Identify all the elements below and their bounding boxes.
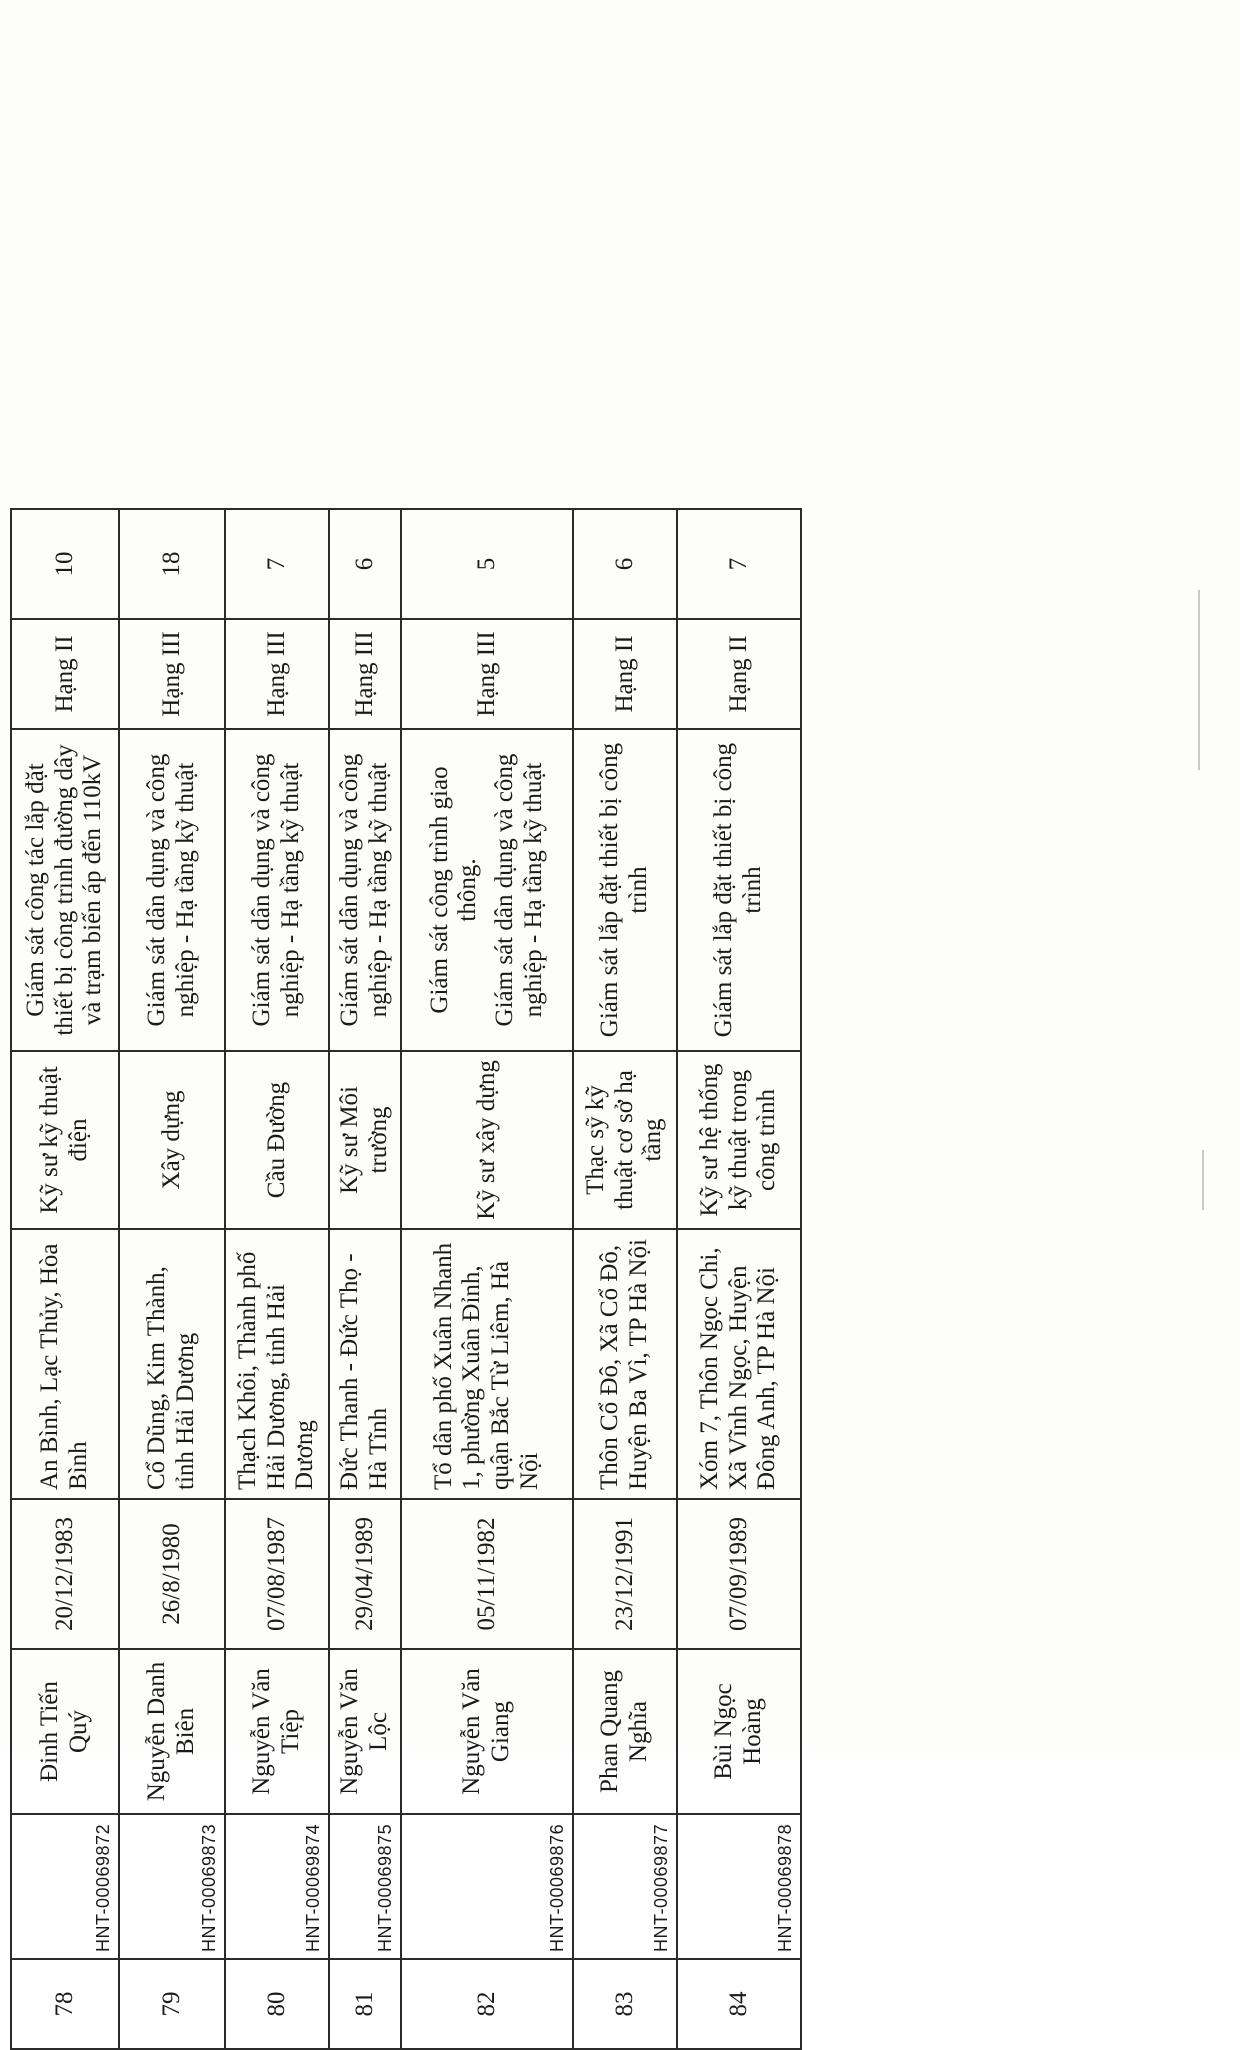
scan-speck — [1202, 1150, 1204, 1210]
degree-cell — [401, 1051, 573, 1229]
row-number-text: 81 — [350, 1991, 378, 2017]
experience-count-text: 18 — [157, 551, 185, 577]
address-text: Đức Thanh - Đức Thọ - Hà Tĩnh — [336, 1253, 392, 1490]
row-number-cell — [11, 1959, 119, 2049]
row-number-text: 83 — [610, 1991, 638, 2017]
degree-cell — [225, 1051, 329, 1229]
row-number-cell — [677, 1959, 801, 2049]
scope-spacer — [483, 738, 491, 1042]
supervision-scope-cell — [329, 729, 401, 1051]
certificate-code-text: HNT-00069872 — [93, 1823, 114, 1952]
address-cell — [225, 1229, 329, 1499]
practitioner-table — [10, 508, 802, 2050]
degree-text: Kỹ sư xây dựng — [472, 1060, 500, 1220]
certificate-code-cell — [119, 1814, 225, 1959]
experience-count-cell — [225, 509, 329, 619]
grade-text: Hạng III — [157, 631, 185, 717]
table-row — [677, 509, 801, 2049]
certificate-code-cell — [573, 1814, 677, 1959]
full-name-cell — [329, 1649, 401, 1814]
supervision-scope-cell — [401, 729, 573, 1051]
table-row — [329, 509, 401, 2049]
supervision-scope-cell — [119, 729, 225, 1051]
certificate-code-text: HNT-00069875 — [375, 1823, 396, 1952]
row-number-cell — [401, 1959, 573, 2049]
address-cell — [677, 1229, 801, 1499]
full-name-cell — [401, 1649, 573, 1814]
grade-text: Hạng III — [472, 631, 500, 717]
degree-text: Cầu Đường — [262, 1081, 290, 1199]
certificate-code-cell — [225, 1814, 329, 1959]
full-name-text: Nguyễn Văn Giang — [458, 1668, 514, 1795]
date-of-birth-text: 20/12/1983 — [50, 1517, 78, 1631]
grade-text: Hạng III — [262, 631, 290, 717]
grade-text: Hạng II — [610, 635, 638, 713]
full-name-cell — [677, 1649, 801, 1814]
scope-text: Giám sát lắp đặt thiết bị công trình — [596, 742, 652, 1038]
degree-text: Thạc sỹ kỹ thuật cơ sở hạ tầng — [581, 1070, 667, 1210]
table-row — [401, 509, 573, 2049]
row-number-cell — [329, 1959, 401, 2049]
date-of-birth-text: 07/08/1987 — [262, 1517, 290, 1631]
full-name-text: Đinh Tiến Quý — [36, 1681, 92, 1782]
scope-text: Giám sát dân dụng và công nghiệp - Hạ tầng kỹ thuật — [248, 753, 304, 1027]
supervision-scope-cell — [225, 729, 329, 1051]
row-number-cell — [119, 1959, 225, 2049]
degree-text: Kỹ sư kỹ thuật điện — [36, 1066, 92, 1214]
experience-count-cell — [677, 509, 801, 619]
full-name-text: Phan Quang Nghĩa — [596, 1670, 652, 1793]
full-name-text: Nguyễn Danh Biên — [143, 1661, 199, 1802]
grade-cell — [401, 619, 573, 729]
row-number-text: 78 — [50, 1991, 78, 2017]
scope-text: Giám sát dân dụng và công nghiệp - Hạ tầng kỹ thuật — [491, 753, 547, 1027]
certificate-code-text: HNT-00069876 — [547, 1823, 568, 1952]
address-text: Xóm 7, Thôn Ngọc Chi, Xã Vĩnh Ngọc, Huyện Đông Anh, TP Hà Nội — [695, 1247, 781, 1490]
experience-count-cell — [11, 509, 119, 619]
row-number-text: 80 — [262, 1991, 290, 2017]
certificate-code-cell — [401, 1814, 573, 1959]
full-name-cell — [11, 1649, 119, 1814]
full-name-cell — [573, 1649, 677, 1814]
grade-cell — [119, 619, 225, 729]
date-of-birth-text: 29/04/1989 — [350, 1517, 378, 1631]
grade-text: Hạng II — [724, 635, 752, 713]
date-of-birth-cell — [225, 1499, 329, 1649]
experience-count-text: 6 — [610, 557, 638, 571]
date-of-birth-cell — [329, 1499, 401, 1649]
address-text: Thạch Khôi, Thành phố Hải Dương, tỉnh Hải Dương — [233, 1251, 319, 1490]
address-text: Tổ dân phố Xuân Nhanh 1, phường Xuân Đỉnh, quận Bắc Từ Liêm, Hà Nội — [429, 1242, 543, 1490]
experience-count-text: 5 — [472, 557, 500, 571]
table-row — [11, 509, 119, 2049]
date-of-birth-cell — [401, 1499, 573, 1649]
certificate-code-cell — [11, 1814, 119, 1959]
scope-text: Giám sát công trình giao thông. — [425, 766, 482, 1014]
row-number-cell — [573, 1959, 677, 2049]
degree-cell — [573, 1051, 677, 1229]
table-row — [573, 509, 677, 2049]
certificate-code-cell — [677, 1814, 801, 1959]
address-cell — [401, 1229, 573, 1499]
degree-text: Xây dựng — [157, 1090, 185, 1190]
full-name-text: Nguyễn Văn Tiệp — [248, 1668, 304, 1795]
date-of-birth-text: 26/8/1980 — [157, 1523, 185, 1625]
row-number-cell — [225, 1959, 329, 2049]
address-cell — [119, 1229, 225, 1499]
grade-text: Hạng III — [350, 631, 378, 717]
address-cell — [329, 1229, 401, 1499]
date-of-birth-text: 23/12/1991 — [610, 1517, 638, 1631]
table-row — [119, 509, 225, 2049]
degree-text: Kỹ sư hệ thống kỹ thuật trong công trình — [695, 1063, 781, 1217]
table-body — [11, 509, 801, 2049]
full-name-text: Nguyễn Văn Lộc — [336, 1668, 392, 1795]
degree-text: Kỹ sư Môi trường — [336, 1086, 392, 1195]
degree-cell — [11, 1051, 119, 1229]
full-name-cell — [225, 1649, 329, 1814]
supervision-scope-cell — [573, 729, 677, 1051]
date-of-birth-cell — [11, 1499, 119, 1649]
table-row — [225, 509, 329, 2049]
full-name-text: Bùi Ngọc Hoàng — [710, 1683, 766, 1780]
certificate-code-text: HNT-00069873 — [199, 1823, 220, 1952]
experience-count-cell — [401, 509, 573, 619]
rotated-table-wrapper — [10, 510, 800, 2050]
address-text: An Bình, Lạc Thủy, Hòa Bình — [36, 1243, 92, 1490]
degree-cell — [329, 1051, 401, 1229]
degree-cell — [677, 1051, 801, 1229]
experience-count-cell — [329, 509, 401, 619]
address-cell — [573, 1229, 677, 1499]
row-number-text: 79 — [157, 1991, 185, 2017]
experience-count-text: 6 — [350, 557, 378, 571]
experience-count-cell — [119, 509, 225, 619]
supervision-scope-cell — [677, 729, 801, 1051]
grade-cell — [11, 619, 119, 729]
certificate-code-text: HNT-00069874 — [303, 1823, 324, 1952]
address-text: Cổ Dũng, Kim Thành, tỉnh Hải Dương — [143, 1266, 199, 1490]
certificate-code-cell — [329, 1814, 401, 1959]
date-of-birth-cell — [119, 1499, 225, 1649]
date-of-birth-text: 05/11/1982 — [472, 1517, 500, 1631]
grade-text: Hạng II — [50, 635, 78, 713]
experience-count-text: 7 — [724, 557, 752, 571]
scan-speck — [1198, 590, 1200, 770]
experience-count-cell — [573, 509, 677, 619]
grade-cell — [677, 619, 801, 729]
scope-text: Giám sát công tác lắp đặt thiết bị công trình đường dây và trạm biến áp đến 110kV — [21, 744, 107, 1036]
scope-text: Giám sát lắp đặt thiết bị công trình — [710, 742, 766, 1038]
certificate-code-text: HNT-00069878 — [775, 1823, 796, 1952]
full-name-cell — [119, 1649, 225, 1814]
address-cell — [11, 1229, 119, 1499]
address-text: Thôn Cổ Đô, Xã Cổ Đô, Huyện Ba Vì, TP Hà Nội — [596, 1239, 652, 1490]
date-of-birth-cell — [573, 1499, 677, 1649]
degree-cell — [119, 1051, 225, 1229]
date-of-birth-text: 07/09/1989 — [724, 1517, 752, 1631]
scope-text: Giám sát dân dụng và công nghiệp - Hạ tầng kỹ thuật — [143, 753, 199, 1027]
supervision-scope-cell — [11, 729, 119, 1051]
scope-text: Giám sát dân dụng và công nghiệp - Hạ tầng kỹ thuật — [336, 753, 392, 1027]
experience-count-text: 7 — [262, 557, 290, 571]
row-number-text: 82 — [472, 1991, 500, 2017]
grade-cell — [329, 619, 401, 729]
grade-cell — [225, 619, 329, 729]
date-of-birth-cell — [677, 1499, 801, 1649]
certificate-code-text: HNT-00069877 — [651, 1823, 672, 1952]
experience-count-text: 10 — [50, 551, 78, 577]
grade-cell — [573, 619, 677, 729]
row-number-text: 84 — [724, 1991, 752, 2017]
